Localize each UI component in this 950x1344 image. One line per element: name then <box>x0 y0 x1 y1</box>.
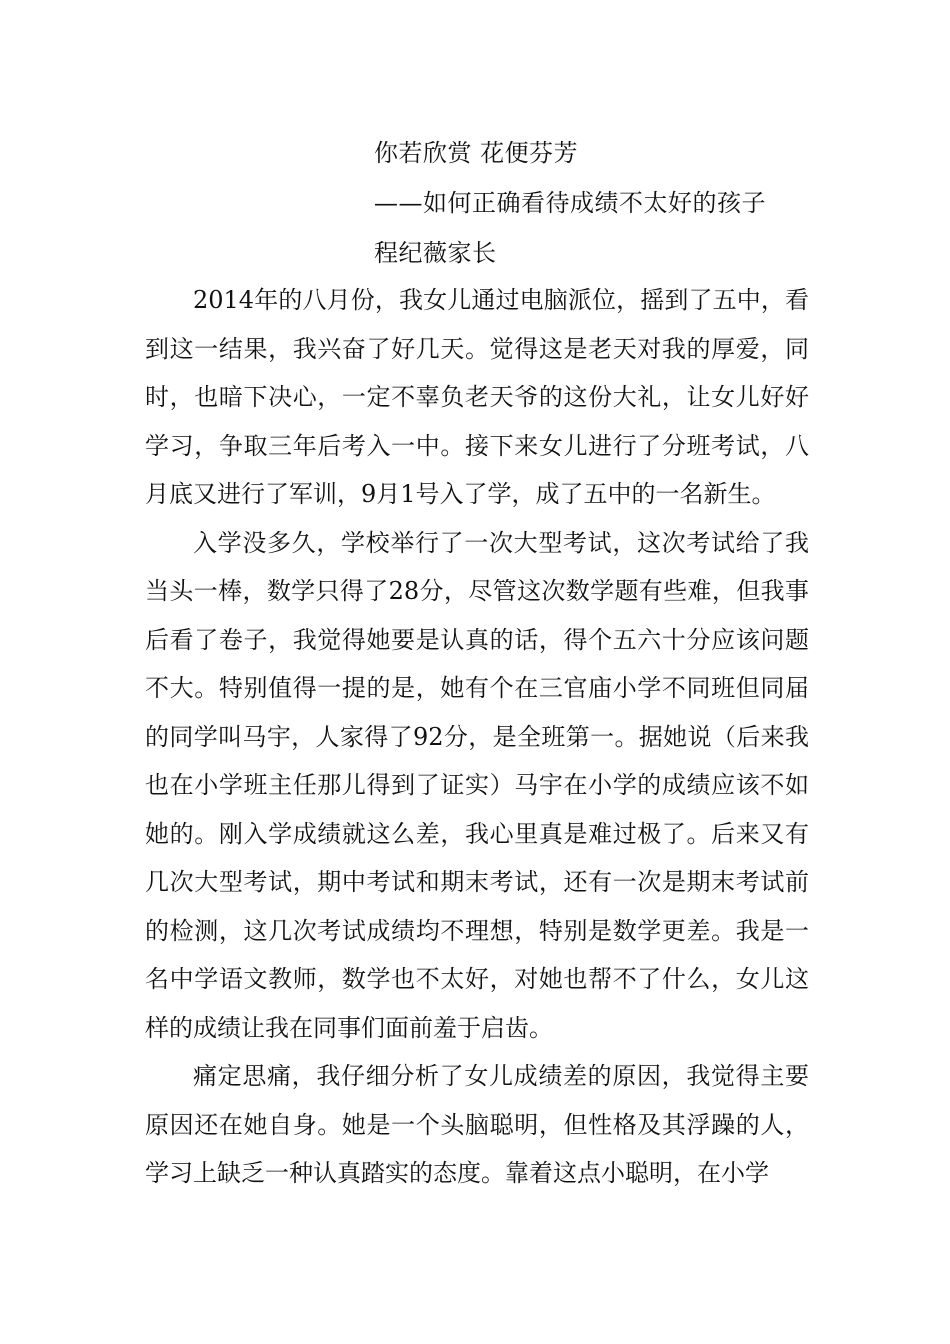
document-body <box>145 276 809 1198</box>
paragraph-2: 入学没多久，学校举行了一次大型考试，这次考试给了我当头一棒，数学只得了28分，尽管这次数学题有些难，但我事后看了卷子，我觉得她要是认真的话，得个五六十分应该问题不大。特别值得一提的是，她有个在三官庙小学不同班但同届的同学叫马宇，人家得了92分，是全班第一。据她说（后来我也在小学班主任那儿得到了证实）马宇在小学的成绩应该不如她的。刚入学成绩就这么差，我心里真是难过极了。后来又有几次大型考试，期中考试和期末考试，还有一次是期末考试前的检测，这几次考试成绩均不理想，特别是数学更差。我是一名中学语文教师，数学也不太好，对她也帮不了什么，女儿这样的成绩让我在同事们面前羞于启齿。 <box>145 528 809 1042</box>
document-subtitle: ——如何正确看待成绩不太好的孩子 <box>374 189 766 217</box>
paragraph-1: 2014年的八月份，我女儿通过电脑派位，摇到了五中，看到这一结果，我兴奋了好几天。觉得这是老天对我的厚爱，同时，也暗下决心，一定不辜负老天爷的这份大礼，让女儿好好学习，争取三年后考入一中。接下来女儿进行了分班考试，八月底又进行了军训，9月1号入了学，成了五中的一名新生。 <box>145 286 809 508</box>
document-title: 你若欣赏 花便芬芳 <box>374 139 579 167</box>
title-block <box>374 128 894 278</box>
document-author: 程纪薇家长 <box>374 239 497 267</box>
paragraph-3: 痛定思痛，我仔细分析了女儿成绩差的原因，我觉得主要原因还在她自身。她是一个头脑聪明，但性格及其浮躁的人，学习上缺乏一种认真踏实的态度。靠着这点小聪明，在小学 <box>145 1062 809 1187</box>
